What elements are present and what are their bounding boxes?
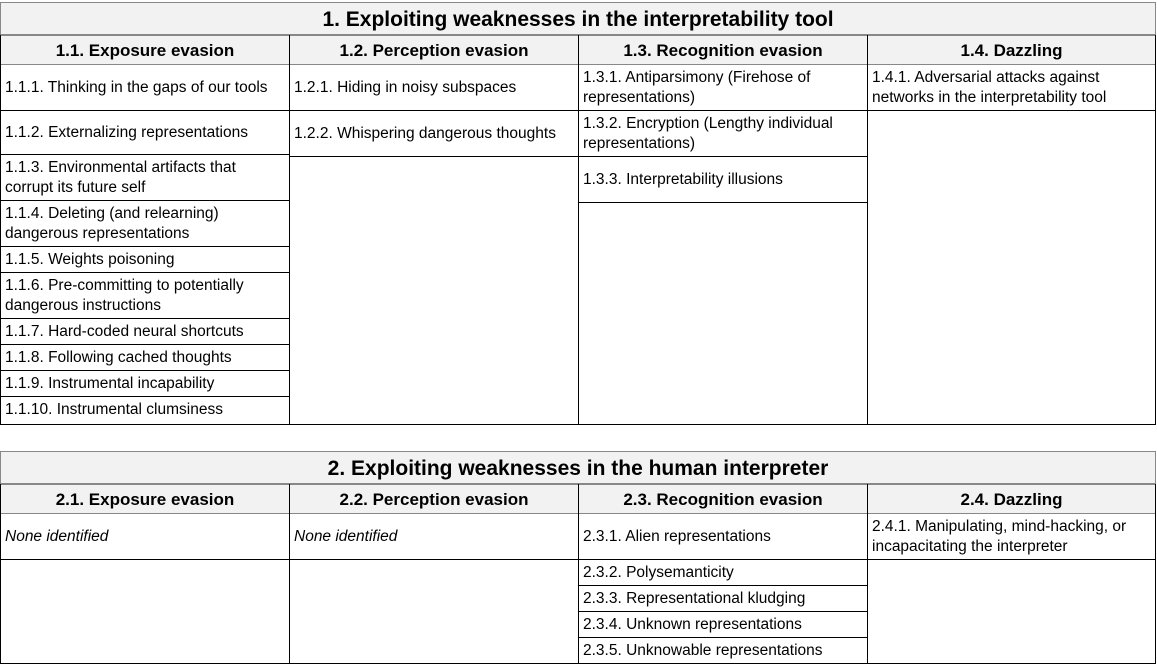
table-cell: 1.1.8. Following cached thoughts bbox=[1, 345, 289, 371]
column-recognition-evasion bbox=[578, 484, 867, 664]
table-cell: 1.3.2. Encryption (Lengthy individual representations) bbox=[579, 111, 867, 157]
section-columns bbox=[0, 35, 1156, 425]
table-cell: 1.3.1. Antiparsimony (Firehose of representations) bbox=[579, 65, 867, 111]
column-exposure-evasion bbox=[0, 35, 289, 425]
table-cell: 1.3.3. Interpretability illusions bbox=[579, 157, 867, 203]
column-header: 2.1. Exposure evasion bbox=[1, 484, 289, 514]
section-interpretability-tool bbox=[0, 2, 1157, 425]
column-perception-evasion bbox=[289, 484, 578, 664]
column-recognition-evasion bbox=[578, 35, 867, 425]
table-cell: 2.4.1. Manipulating, mind-hacking, or incapacitating the interpreter bbox=[868, 514, 1155, 560]
column-header: 2.2. Perception evasion bbox=[290, 484, 578, 514]
table-cell: 2.3.1. Alien representations bbox=[579, 514, 867, 560]
section-columns bbox=[0, 484, 1156, 664]
table-cell: 1.1.4. Deleting (and relearning) dangerous representations bbox=[1, 201, 289, 247]
table-cell: 1.1.2. Externalizing representations bbox=[1, 111, 289, 155]
column-header: 2.4. Dazzling bbox=[868, 484, 1155, 514]
table-cell: 1.1.10. Instrumental clumsiness bbox=[5, 401, 223, 418]
table-cell: 2.3.4. Unknown representations bbox=[579, 612, 867, 638]
table-cell: 2.3.3. Representational kludging bbox=[579, 586, 867, 612]
column-header: 2.3. Recognition evasion bbox=[579, 484, 867, 514]
column-dazzling bbox=[867, 484, 1156, 664]
table-cell: 1.2.2. Whispering dangerous thoughts bbox=[290, 111, 578, 157]
column-perception-evasion bbox=[289, 35, 578, 425]
table-cell: 1.1.3. Environmental artifacts that corrupt its future self bbox=[1, 155, 289, 201]
column-header: 1.4. Dazzling bbox=[868, 35, 1155, 65]
table-cell: 2.3.5. Unknowable representations bbox=[583, 642, 823, 659]
column-header: 1.1. Exposure evasion bbox=[1, 35, 289, 65]
table-cell: 1.4.1. Adversarial attacks against networks in the interpretability tool bbox=[868, 65, 1155, 111]
section-title: 2. Exploiting weaknesses in the human interpreter bbox=[0, 451, 1156, 484]
table-cell: 1.1.9. Instrumental incapability bbox=[1, 371, 289, 397]
section-human-interpreter bbox=[0, 451, 1157, 664]
table-cell: None identified bbox=[1, 514, 289, 560]
column-dazzling bbox=[867, 35, 1156, 425]
section-title: 1. Exploiting weaknesses in the interpretability tool bbox=[0, 2, 1156, 35]
table-cell: 1.1.5. Weights poisoning bbox=[1, 247, 289, 273]
column-header: 1.2. Perception evasion bbox=[290, 35, 578, 65]
table-cell: 1.2.1. Hiding in noisy subspaces bbox=[290, 65, 578, 111]
table-cell: 1.1.1. Thinking in the gaps of our tools bbox=[1, 65, 289, 111]
table-cell: 1.1.7. Hard-coded neural shortcuts bbox=[1, 319, 289, 345]
table-cell: 2.3.2. Polysemanticity bbox=[579, 560, 867, 586]
table-cell: 1.1.6. Pre-committing to potentially dangerous instructions bbox=[1, 273, 289, 319]
table-cell: None identified bbox=[290, 514, 578, 560]
column-exposure-evasion bbox=[0, 484, 289, 664]
column-header: 1.3. Recognition evasion bbox=[579, 35, 867, 65]
